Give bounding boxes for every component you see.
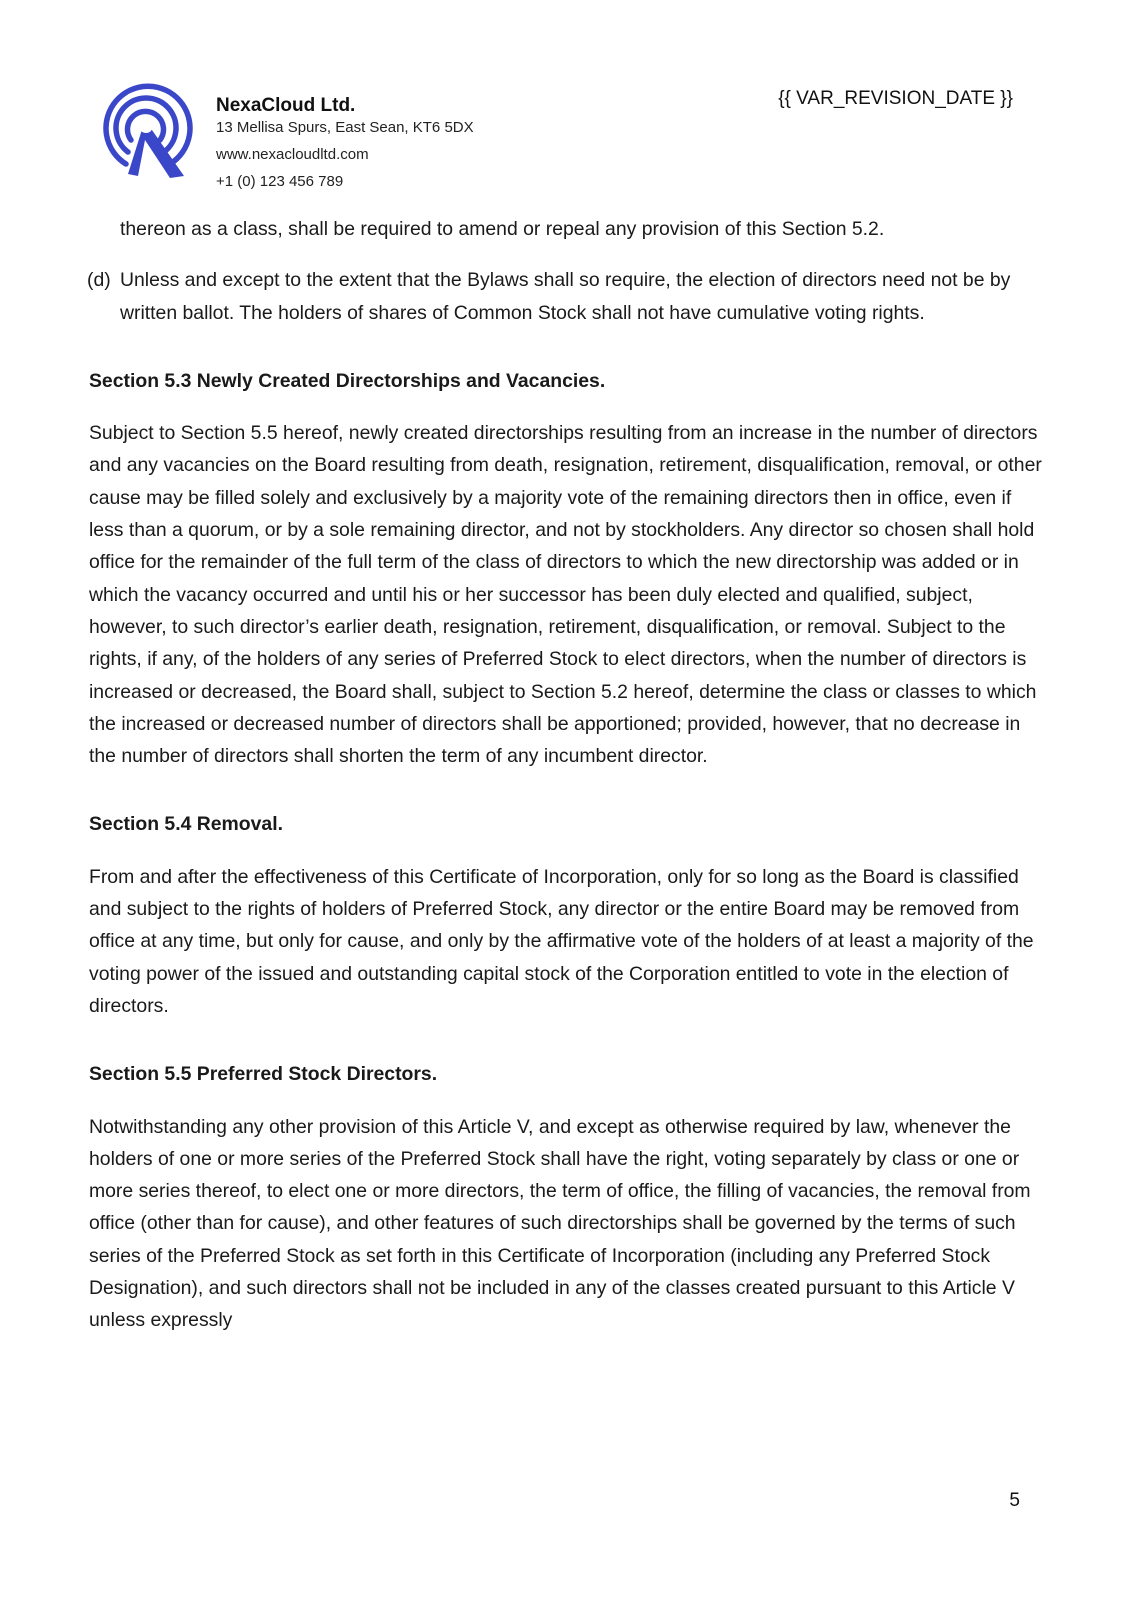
- section-5-4-text: From and after the effectiveness of this Certificate of Incorporation, only for so long as the Board is classified and subject to the rights of holders of Preferred Stock, any director or the entire Board may be removed from office at any time, but only for cause, and only by the affirmative vote of the holders of at least a majority of the voting power of the issued and outstanding capital stock of the Corporation entitled to vote in the election of directors.: [89, 865, 1034, 1017]
- company-name: NexaCloud Ltd.: [216, 95, 356, 116]
- page-number: 5: [1009, 1490, 1020, 1511]
- section-5-5-text: Notwithstanding any other provision of this Article V, and except as otherwise required by law, whenever the holders of one or more series of the Preferred Stock shall have the right, voting separately by class or one or more series thereof, to elect one or more directors, the term of office, the filling of vacancies, the removal from office (other than for cause), and other features of such directorships shall be governed by the terms of such series of the Preferred Stock as set forth in this Certificate of Incorporation (including any Preferred Stock Designation), and such directors shall not be included in any of the classes created pursuant to this Article V unless expressly: [89, 1115, 1031, 1332]
- continuation-text: thereon as a class, shall be required to amend or repeal any provision of this Section 5.2.: [120, 218, 885, 240]
- nexacloud-logo-icon: [98, 78, 193, 180]
- revision-date: {{ VAR_REVISION_DATE }}: [778, 88, 1013, 109]
- section-5-3-text: Subject to Section 5.5 hereof, newly created directorships resulting from an increase in the number of directors and any vacancies on the Board resulting from death, resignation, retirement, disqualification, removal, or other cause may be filled solely and exclusively by a majority vote of the remaining directors then in office, even if less than a quorum, or by a sole remaining director, and not by stockholders. Any director so chosen shall hold office for the remainder of the full term of the class of directors to which the new directorship was added or in which the vacancy occurred and until his or her successor has been duly elected and qualified, subject, however, to such director’s earlier death, resignation, retirement, disqualification, or removal. Subject to the rights, if any, of the holders of any series of Preferred Stock to elect directors, when the number of directors is increased or decreased, the Board shall, subject to Section 5.2 hereof, determine the class or classes to which the increased or decreased number of directors shall be apportioned; provided, however, that no decrease in the number of directors shall shorten the term of any incumbent director.: [89, 422, 1042, 768]
- section-5-5-heading: Section 5.5 Preferred Stock Directors.: [89, 1063, 438, 1086]
- section-5-3-heading: Section 5.3 Newly Created Directorships and Vacancies.: [89, 369, 606, 392]
- company-address: 13 Mellisa Spurs, East Sean, KT6 5DX: [216, 119, 474, 136]
- list-item-label: (d): [87, 269, 111, 292]
- company-block: [216, 94, 474, 190]
- list-item-d: [89, 264, 1044, 329]
- document-body: [89, 213, 1044, 1373]
- company-website[interactable]: www.nexacloudltd.com: [216, 146, 369, 163]
- company-phone: +1 (0) 123 456 789: [216, 173, 344, 190]
- list-item-text: Unless and except to the extent that the Bylaws shall so require, the election of directors need not be by written ballot. The holders of shares of Common Stock shall not have cumulative voting rights.: [120, 269, 1011, 324]
- section-5-4-heading: Section 5.4 Removal.: [89, 813, 283, 836]
